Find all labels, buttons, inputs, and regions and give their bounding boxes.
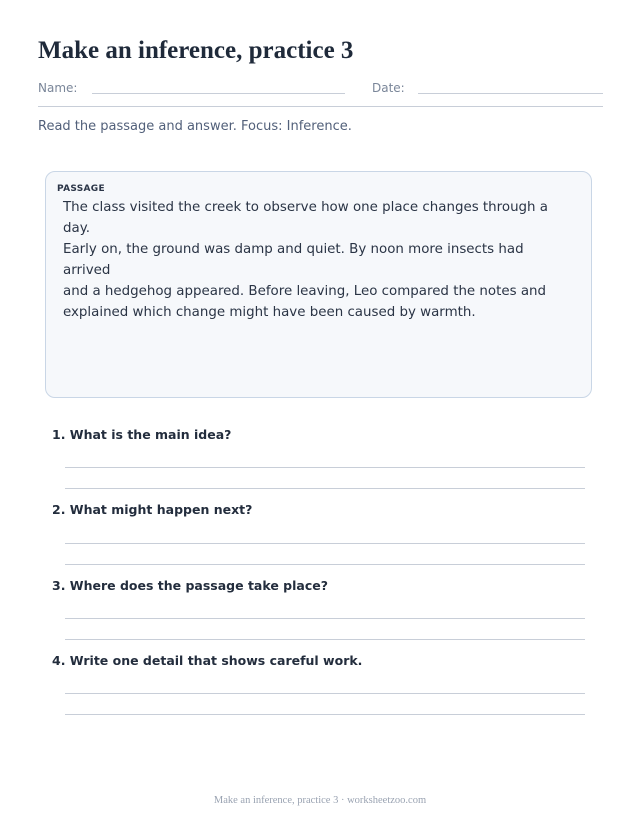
name-field[interactable] xyxy=(92,93,345,94)
footer: Make an inference, practice 3 · worksheetzoo.com xyxy=(213,795,427,806)
question-1: 1. What is the main idea? xyxy=(52,427,232,442)
answer-line-1b[interactable] xyxy=(65,488,585,489)
answer-line-1a[interactable] xyxy=(65,467,585,468)
answer-line-2a[interactable] xyxy=(65,543,585,544)
answer-line-4a[interactable] xyxy=(65,693,585,694)
passage-text: The class visited the creek to observe how one place changes through a day. Early on, the ground was damp and quiet. By noon more insects had arrived and a hedgehog appeared. Before leaving, Leo compared the notes and explained which change might have been caused by warmth. xyxy=(63,200,549,320)
question-2: 2. What might happen next? xyxy=(52,502,253,517)
instructions: Read the passage and answer. Focus: Inference. xyxy=(38,119,352,134)
passage-label: PASSAGE xyxy=(57,184,105,194)
name-label: Name: xyxy=(38,81,78,95)
question-4: 4. Write one detail that shows careful work. xyxy=(52,653,363,668)
question-3: 3. Where does the passage take place? xyxy=(52,578,328,593)
date-label: Date: xyxy=(372,81,405,95)
page-title: Make an inference, practice 3 xyxy=(38,37,354,64)
answer-line-4b[interactable] xyxy=(65,714,585,715)
answer-line-3b[interactable] xyxy=(65,639,585,640)
passage-box xyxy=(45,171,592,398)
date-field[interactable] xyxy=(418,93,603,94)
answer-line-3a[interactable] xyxy=(65,618,585,619)
header-divider xyxy=(38,106,603,107)
answer-line-2b[interactable] xyxy=(65,564,585,565)
